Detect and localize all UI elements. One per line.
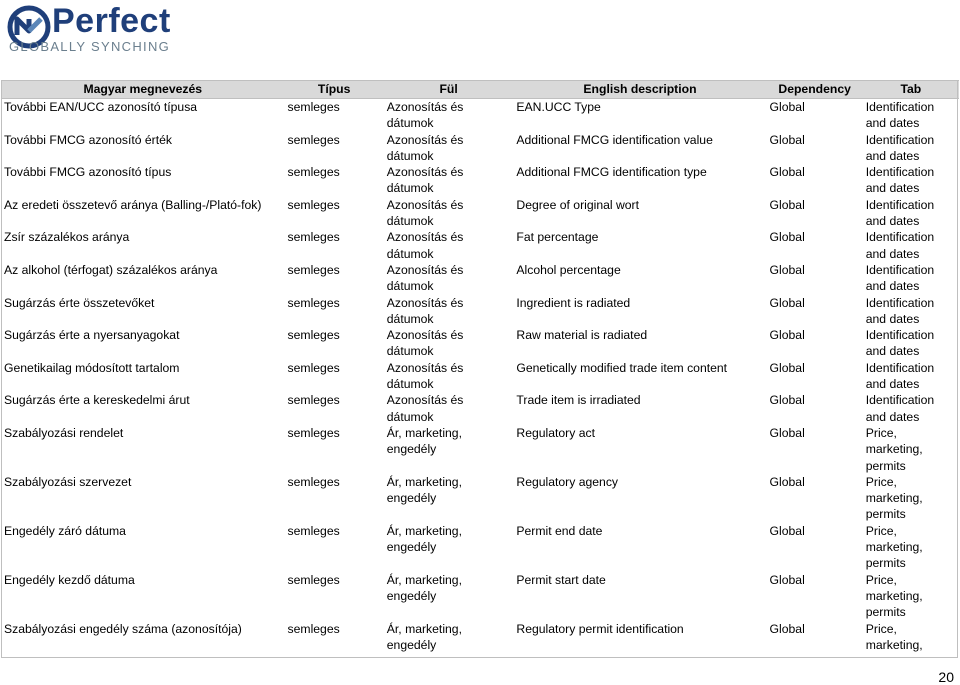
cell-dependency: Global (769, 230, 805, 245)
cell-english-description: Degree of original wort (516, 197, 640, 212)
cell-tab: Price, marketing, permits (865, 474, 923, 522)
cell-tab-hu: Azonosítás és dátumok (386, 295, 464, 326)
cell-english-description: EAN.UCC Type (516, 100, 601, 114)
cell-dependency: Global (769, 621, 805, 636)
cell-english-description: Regulatory agency (516, 474, 619, 489)
table-row (1, 572, 959, 621)
cell-english-description: Alcohol percentage (516, 262, 621, 277)
cell-tab-hu: Azonosítás és dátumok (386, 328, 464, 359)
table-row (1, 392, 959, 425)
cell-tab: Price, marketing, permits (865, 523, 923, 571)
cell-dependency: Global (769, 474, 805, 489)
cell-english-description: Permit end date (516, 523, 603, 538)
cell-type: semleges (287, 425, 340, 440)
table-row (1, 99, 959, 132)
cell-type: semleges (287, 165, 340, 180)
cell-type: semleges (287, 295, 340, 310)
header-english-description: English description (513, 81, 766, 99)
cell-dependency: Global (769, 360, 805, 375)
table-row (1, 327, 959, 360)
cell-english-description: Additional FMCG identification type (516, 165, 707, 180)
cell-tab-hu: Ár, marketing, engedély (386, 523, 462, 555)
cell-hungarian-name: Engedély záró dátuma (4, 523, 126, 538)
cell-type: semleges (287, 393, 340, 408)
logo-tagline: GLOBALLY SYNCHING (9, 39, 171, 54)
cell-tab-hu: Azonosítás és dátumok (386, 393, 464, 424)
table-row (1, 425, 959, 474)
cell-dependency: Global (769, 295, 805, 310)
cell-dependency: Global (769, 262, 805, 277)
cell-tab: Price, marketing, permits (865, 572, 923, 620)
cell-english-description: Raw material is radiated (516, 328, 648, 343)
cell-type: semleges (287, 328, 340, 343)
cell-dependency: Global (769, 393, 805, 408)
cell-dependency: Global (769, 197, 805, 212)
cell-tab-hu: Azonosítás és dátumok (386, 230, 464, 261)
header-tab-hu: Fül (384, 81, 514, 99)
header-dependency: Dependency (767, 81, 863, 99)
table-row (1, 132, 959, 165)
cell-type: semleges (287, 262, 340, 277)
cell-tab: Identification and dates (865, 132, 935, 163)
cell-english-description: Additional FMCG identification value (516, 132, 713, 147)
cell-hungarian-name: Sugárzás érte a kereskedelmi árut (4, 393, 190, 408)
cell-hungarian-name: Sugárzás érte a nyersanyagokat (4, 328, 180, 343)
cell-hungarian-name: Szabályozási engedély száma (azonosítója) (4, 621, 242, 636)
cell-hungarian-name: Zsír százalékos aránya (4, 230, 130, 245)
cell-tab-hu: Ár, marketing, engedély (386, 474, 462, 506)
cell-dependency: Global (769, 523, 805, 538)
cell-dependency: Global (769, 132, 805, 147)
table-row (1, 197, 959, 230)
cell-english-description: Genetically modified trade item content (516, 360, 728, 375)
cell-tab: Identification and dates (865, 100, 935, 131)
header-hungarian-name: Magyar megnevezés (1, 81, 285, 99)
company-logo (4, 2, 204, 54)
cell-type: semleges (287, 621, 340, 636)
cell-tab-hu: Azonosítás és dátumok (386, 100, 464, 131)
logo-wordmark: Perfect (52, 2, 171, 40)
table-row (1, 360, 959, 393)
cell-tab: Identification and dates (865, 393, 935, 424)
cell-hungarian-name: Szabályozási szervezet (4, 474, 132, 489)
cell-dependency: Global (769, 328, 805, 343)
cell-type: semleges (287, 132, 340, 147)
table-row (1, 229, 959, 262)
cell-english-description: Trade item is irradiated (516, 393, 641, 408)
cell-hungarian-name: Az alkohol (térfogat) százalékos aránya (4, 262, 218, 277)
cell-tab-hu: Azonosítás és dátumok (386, 360, 464, 392)
attribute-table (1, 80, 959, 653)
header-type: Típus (285, 81, 384, 99)
cell-tab: Identification and dates (865, 295, 935, 326)
cell-type: semleges (287, 197, 340, 212)
cell-tab: Identification and dates (865, 165, 935, 196)
cell-english-description: Regulatory permit identification (516, 621, 684, 636)
table-row (1, 621, 959, 654)
cell-hungarian-name: Engedély kezdő dátuma (4, 572, 135, 587)
table-row (1, 523, 959, 572)
cell-tab: Identification and dates (865, 230, 935, 261)
cell-hungarian-name: Szabályozási rendelet (4, 425, 124, 440)
cell-type: semleges (287, 100, 340, 114)
table-header-row (1, 81, 959, 99)
cell-dependency: Global (769, 572, 805, 587)
cell-tab-hu: Azonosítás és dátumok (386, 197, 464, 229)
page-number: 20 (938, 669, 954, 685)
cell-type: semleges (287, 523, 340, 538)
cell-tab: Identification and dates (865, 360, 935, 392)
cell-tab-hu: Azonosítás és dátumok (386, 165, 464, 196)
cell-tab: Identification and dates (865, 197, 935, 229)
cell-english-description: Ingredient is radiated (516, 295, 631, 310)
cell-hungarian-name: Genetikailag módosított tartalom (4, 360, 180, 375)
cell-tab: Price, marketing, (865, 621, 923, 652)
cell-tab-hu: Ár, marketing, engedély (386, 621, 462, 652)
cell-dependency: Global (769, 425, 805, 440)
header-tab: Tab (863, 81, 959, 99)
cell-hungarian-name: További EAN/UCC azonosító típusa (4, 100, 198, 114)
cell-english-description: Fat percentage (516, 230, 599, 245)
cell-tab-hu: Azonosítás és dátumok (386, 262, 464, 294)
cell-tab-hu: Azonosítás és dátumok (386, 132, 464, 163)
cell-hungarian-name: További FMCG azonosító típus (4, 165, 172, 180)
cell-tab: Price, marketing, permits (865, 425, 923, 473)
cell-type: semleges (287, 360, 340, 375)
cell-type: semleges (287, 230, 340, 245)
table-row (1, 295, 959, 328)
cell-dependency: Global (769, 100, 805, 114)
cell-english-description: Permit start date (516, 572, 606, 587)
cell-tab: Identification and dates (865, 328, 935, 359)
cell-type: semleges (287, 474, 340, 489)
cell-english-description: Regulatory act (516, 425, 595, 440)
cell-tab-hu: Ár, marketing, engedély (386, 572, 462, 603)
cell-dependency: Global (769, 165, 805, 180)
cell-hungarian-name: További FMCG azonosító érték (4, 132, 172, 147)
table-row (1, 164, 959, 197)
cell-hungarian-name: Az eredeti összetevő aránya (Balling-/Plató-fok) (4, 197, 262, 212)
cell-type: semleges (287, 572, 340, 587)
cell-tab-hu: Ár, marketing, engedély (386, 425, 462, 457)
table-row (1, 474, 959, 523)
cell-tab: Identification and dates (865, 262, 935, 294)
table-row (1, 262, 959, 295)
cell-hungarian-name: Sugárzás érte összetevőket (4, 295, 155, 310)
